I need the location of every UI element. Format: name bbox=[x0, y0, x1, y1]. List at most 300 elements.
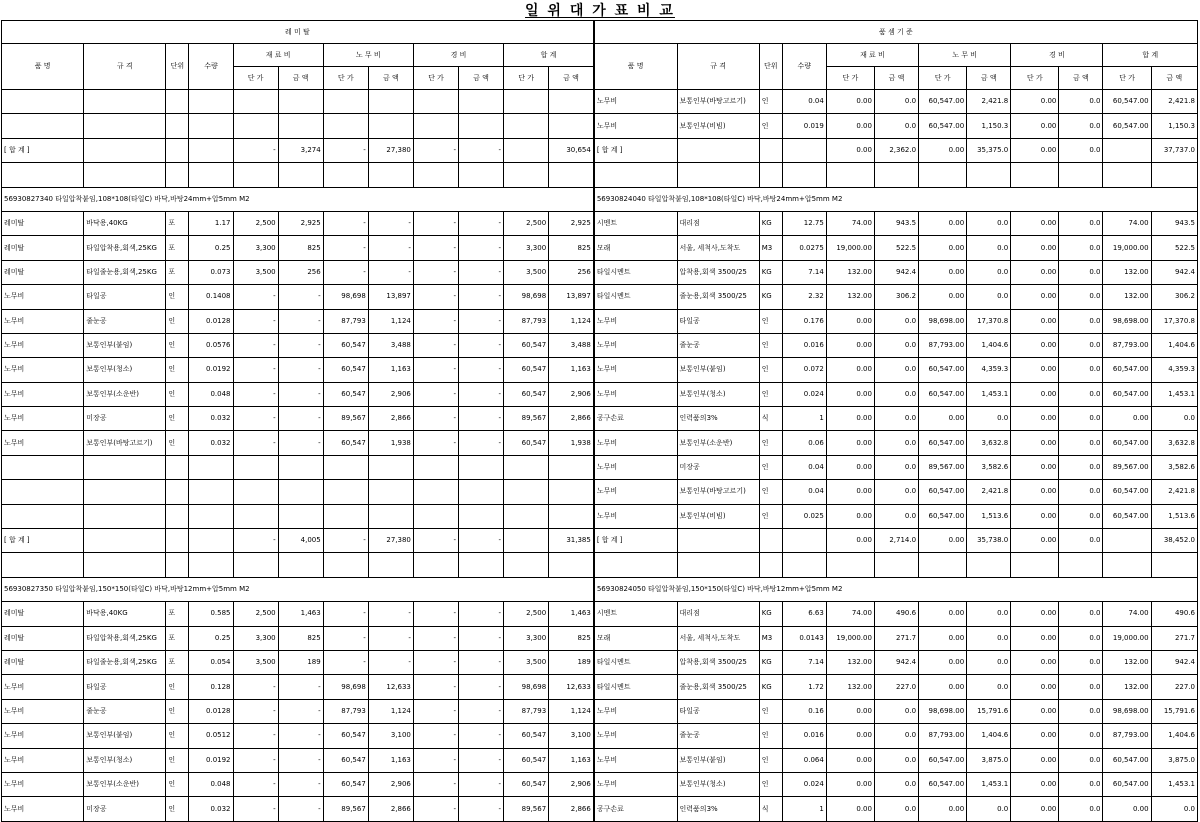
left-expense-amount-cell: - bbox=[458, 285, 503, 309]
left-unit-cell: 인 bbox=[166, 382, 189, 406]
left-qty-cell bbox=[189, 480, 233, 504]
right-unit-cell: M3 bbox=[759, 626, 782, 650]
right-expense-amount-cell: 0.0 bbox=[1059, 260, 1103, 284]
right-expense-unit-price-cell: 0.00 bbox=[1011, 675, 1059, 699]
right-labor-unit-price-cell: 0.00 bbox=[919, 236, 967, 260]
left-spec-cell: 바닥용,40KG bbox=[84, 602, 166, 626]
left-expense-amount-cell: - bbox=[458, 333, 503, 357]
left-spec-cell: 보통인부(붙임) bbox=[84, 724, 166, 748]
left-total-amount-cell: 1,163 bbox=[549, 748, 594, 772]
right-expense-unit-price-cell: 0.00 bbox=[1011, 260, 1059, 284]
left-name-cell: 노무비 bbox=[2, 797, 84, 821]
left-labor-amount-cell bbox=[368, 455, 413, 479]
right-total-unit-price-cell: 60,547.00 bbox=[1103, 748, 1151, 772]
right-spec-cell: 보통인부(바탕고르기) bbox=[677, 480, 759, 504]
left-expense-unit-price-cell: - bbox=[413, 138, 458, 162]
left-unit-cell: 포 bbox=[166, 650, 189, 674]
left-expense-unit-price-cell: - bbox=[413, 382, 458, 406]
left-unit-cell bbox=[166, 455, 189, 479]
left-material-amount-cell bbox=[278, 504, 323, 528]
item-code-row bbox=[2, 187, 1198, 211]
right-material-amount-cell: 2,362.0 bbox=[874, 138, 918, 162]
left-spec-cell: 줄눈공 bbox=[84, 699, 166, 723]
right-name-cell: 노무비 bbox=[594, 480, 677, 504]
left-unit-cell: 인 bbox=[166, 431, 189, 455]
left-unit-cell: 포 bbox=[166, 236, 189, 260]
left-qty-cell: 0.128 bbox=[189, 675, 233, 699]
right-total-amount-cell: 942.4 bbox=[1151, 650, 1197, 674]
right-labor-unit-price-cell: 0.00 bbox=[919, 529, 967, 553]
left-expense-unit-price-cell bbox=[413, 163, 458, 187]
left-labor-amount-cell: 27,380 bbox=[368, 529, 413, 553]
right-total-amount-cell: 2,421.8 bbox=[1151, 90, 1197, 114]
left-name-cell: 노무비 bbox=[2, 699, 84, 723]
left-name-cell: 레미탈 bbox=[2, 602, 84, 626]
left-labor-unit-price-cell: - bbox=[323, 650, 368, 674]
right-material-unit-price-cell: 0.00 bbox=[826, 504, 874, 528]
left-name-cell: 레미탈 bbox=[2, 211, 84, 235]
left-name-cell: 노무비 bbox=[2, 358, 84, 382]
left-qty-cell: 0.032 bbox=[189, 431, 233, 455]
table-row bbox=[2, 138, 1198, 162]
right-spec-cell bbox=[677, 529, 759, 553]
right-total-unit-price-cell: 19,000.00 bbox=[1103, 626, 1151, 650]
right-expense-unit-price-cell: 0.00 bbox=[1011, 358, 1059, 382]
right-name-cell: 노무비 bbox=[594, 699, 677, 723]
right-expense-amount-cell: 0.0 bbox=[1059, 480, 1103, 504]
left-total-amount-cell bbox=[549, 504, 594, 528]
left-qty-cell bbox=[189, 90, 233, 114]
left-labor-unit-price-cell bbox=[323, 455, 368, 479]
right-unit-cell: 인 bbox=[759, 480, 782, 504]
table-row bbox=[2, 407, 1198, 431]
right-total-unit-price-cell: 60,547.00 bbox=[1103, 504, 1151, 528]
left-expense-unit-price-cell: - bbox=[413, 650, 458, 674]
right-name-cell: 타일시멘트 bbox=[594, 260, 677, 284]
table-row bbox=[2, 236, 1198, 260]
right-total-unit-price-cell: 89,567.00 bbox=[1103, 455, 1151, 479]
right-labor-unit-price-cell: 60,547.00 bbox=[919, 504, 967, 528]
left-total-amount-cell bbox=[549, 553, 594, 577]
left-material-unit-price-cell bbox=[233, 163, 278, 187]
table-row bbox=[2, 650, 1198, 674]
left-material-amount-cell: - bbox=[278, 358, 323, 382]
right-qty-cell: 1 bbox=[782, 797, 826, 821]
left-material-amount-cell: - bbox=[278, 407, 323, 431]
right-labor-unit-price-cell: 60,547.00 bbox=[919, 90, 967, 114]
right-labor-amount-cell: 0.0 bbox=[967, 602, 1011, 626]
right-labor-unit-price-cell: 0.00 bbox=[919, 138, 967, 162]
left-labor-amount-cell: - bbox=[368, 236, 413, 260]
left-unit-cell: 인 bbox=[166, 724, 189, 748]
right-expense-amount-cell: 0.0 bbox=[1059, 797, 1103, 821]
header-qty: 수량 bbox=[189, 44, 233, 90]
left-qty-cell: 1.17 bbox=[189, 211, 233, 235]
left-spec-cell bbox=[84, 90, 166, 114]
table-row bbox=[2, 504, 1198, 528]
left-spec-cell bbox=[84, 480, 166, 504]
right-labor-unit-price-cell: 87,793.00 bbox=[919, 333, 967, 357]
right-material-amount-cell: 0.0 bbox=[874, 431, 918, 455]
right-spec-cell: 보통인부(청소) bbox=[677, 772, 759, 796]
left-expense-amount-cell: - bbox=[458, 626, 503, 650]
right-unit-cell bbox=[759, 163, 782, 187]
table-row bbox=[2, 797, 1198, 821]
right-material-amount-cell: 271.7 bbox=[874, 626, 918, 650]
left-spec-cell: 타일압착용,회색,25KG bbox=[84, 626, 166, 650]
right-qty-cell bbox=[782, 138, 826, 162]
left-unit-cell: 인 bbox=[166, 407, 189, 431]
left-unit-cell: 포 bbox=[166, 626, 189, 650]
right-spec-cell: 타일공 bbox=[677, 699, 759, 723]
right-qty-cell: 1.72 bbox=[782, 675, 826, 699]
right-unit-cell: 인 bbox=[759, 382, 782, 406]
left-total-amount-cell: 2,866 bbox=[549, 407, 594, 431]
right-qty-cell: 0.04 bbox=[782, 455, 826, 479]
left-material-unit-price-cell: - bbox=[233, 724, 278, 748]
right-material-unit-price-cell: 0.00 bbox=[826, 724, 874, 748]
left-name-cell: 레미탈 bbox=[2, 260, 84, 284]
right-expense-amount-cell: 0.0 bbox=[1059, 699, 1103, 723]
right-unit-cell: 식 bbox=[759, 407, 782, 431]
left-spec-cell: 타일줄눈용,회색,25KG bbox=[84, 650, 166, 674]
left-material-unit-price-cell bbox=[233, 90, 278, 114]
left-labor-amount-cell bbox=[368, 163, 413, 187]
left-labor-amount-cell: 12,633 bbox=[368, 675, 413, 699]
left-material-amount-cell: 825 bbox=[278, 626, 323, 650]
header-total: 합 계 bbox=[1103, 44, 1198, 67]
table-row bbox=[2, 553, 1198, 577]
right-spec-cell: 보통인부(소운반) bbox=[677, 431, 759, 455]
left-labor-unit-price-cell bbox=[323, 114, 368, 138]
header-unit: 단위 bbox=[759, 44, 782, 90]
left-total-amount-cell: 2,906 bbox=[549, 382, 594, 406]
left-total-unit-price-cell: 87,793 bbox=[504, 699, 549, 723]
right-labor-unit-price-cell: 0.00 bbox=[919, 260, 967, 284]
left-labor-unit-price-cell bbox=[323, 504, 368, 528]
left-total-amount-cell: 30,654 bbox=[549, 138, 594, 162]
right-expense-unit-price-cell: 0.00 bbox=[1011, 480, 1059, 504]
right-labor-unit-price-cell: 60,547.00 bbox=[919, 748, 967, 772]
left-material-unit-price-cell: - bbox=[233, 748, 278, 772]
left-total-unit-price-cell: 3,500 bbox=[504, 260, 549, 284]
header-total: 합 계 bbox=[504, 44, 594, 67]
right-qty-cell: 1 bbox=[782, 407, 826, 431]
right-total-amount-cell: 943.5 bbox=[1151, 211, 1197, 235]
right-expense-unit-price-cell: 0.00 bbox=[1011, 333, 1059, 357]
right-expense-unit-price-cell: 0.00 bbox=[1011, 114, 1059, 138]
right-total-unit-price-cell: 98,698.00 bbox=[1103, 699, 1151, 723]
right-labor-amount-cell: 3,632.8 bbox=[967, 431, 1011, 455]
right-expense-unit-price-cell: 0.00 bbox=[1011, 529, 1059, 553]
right-qty-cell: 7.14 bbox=[782, 260, 826, 284]
page-title: 일 위 대 가 표 비 교 bbox=[525, 3, 675, 19]
right-total-amount-cell: 3,875.0 bbox=[1151, 748, 1197, 772]
right-spec-cell: 줄눈용,회색 3500/25 bbox=[677, 285, 759, 309]
right-spec-cell: 줄눈공 bbox=[677, 333, 759, 357]
left-unit-cell: 인 bbox=[166, 772, 189, 796]
right-qty-cell bbox=[782, 163, 826, 187]
right-material-amount-cell: 0.0 bbox=[874, 333, 918, 357]
right-expense-amount-cell: 0.0 bbox=[1059, 431, 1103, 455]
left-expense-amount-cell bbox=[458, 114, 503, 138]
left-expense-amount-cell bbox=[458, 480, 503, 504]
right-material-unit-price-cell: 132.00 bbox=[826, 285, 874, 309]
left-material-unit-price-cell: 3,500 bbox=[233, 650, 278, 674]
right-total-amount-cell bbox=[1151, 553, 1197, 577]
left-expense-unit-price-cell: - bbox=[413, 358, 458, 382]
left-spec-cell: 줄눈공 bbox=[84, 309, 166, 333]
right-expense-unit-price-cell: 0.00 bbox=[1011, 602, 1059, 626]
left-material-unit-price-cell bbox=[233, 455, 278, 479]
left-total-unit-price-cell bbox=[504, 138, 549, 162]
header-unit-price: 단 가 bbox=[1103, 67, 1151, 90]
left-labor-unit-price-cell: 87,793 bbox=[323, 699, 368, 723]
left-total-unit-price-cell bbox=[504, 504, 549, 528]
table-row bbox=[2, 309, 1198, 333]
right-expense-amount-cell: 0.0 bbox=[1059, 358, 1103, 382]
right-material-amount-cell: 0.0 bbox=[874, 90, 918, 114]
left-labor-amount-cell bbox=[368, 480, 413, 504]
left-material-unit-price-cell: - bbox=[233, 309, 278, 333]
left-total-unit-price-cell bbox=[504, 529, 549, 553]
right-labor-amount-cell: 17,370.8 bbox=[967, 309, 1011, 333]
right-expense-amount-cell: 0.0 bbox=[1059, 529, 1103, 553]
left-labor-amount-cell bbox=[368, 504, 413, 528]
right-name-cell: 모래 bbox=[594, 236, 677, 260]
left-labor-unit-price-cell: 60,547 bbox=[323, 772, 368, 796]
right-expense-amount-cell: 0.0 bbox=[1059, 309, 1103, 333]
left-spec-cell bbox=[84, 163, 166, 187]
right-qty-cell: 0.06 bbox=[782, 431, 826, 455]
right-labor-amount-cell: 1,404.6 bbox=[967, 724, 1011, 748]
right-qty-cell: 6.63 bbox=[782, 602, 826, 626]
right-labor-amount-cell bbox=[967, 553, 1011, 577]
left-name-cell: 노무비 bbox=[2, 724, 84, 748]
right-material-amount-cell: 522.5 bbox=[874, 236, 918, 260]
right-qty-cell: 2.32 bbox=[782, 285, 826, 309]
left-spec-cell: 타일공 bbox=[84, 285, 166, 309]
left-unit-cell: 인 bbox=[166, 285, 189, 309]
left-unit-cell bbox=[166, 480, 189, 504]
left-expense-unit-price-cell: - bbox=[413, 699, 458, 723]
right-labor-amount-cell: 3,875.0 bbox=[967, 748, 1011, 772]
left-material-amount-cell: - bbox=[278, 797, 323, 821]
left-total-amount-cell bbox=[549, 480, 594, 504]
right-expense-unit-price-cell: 0.00 bbox=[1011, 797, 1059, 821]
left-total-amount-cell: 12,633 bbox=[549, 675, 594, 699]
left-material-amount-cell bbox=[278, 553, 323, 577]
left-material-amount-cell: - bbox=[278, 285, 323, 309]
left-labor-unit-price-cell: 60,547 bbox=[323, 358, 368, 382]
left-spec-cell: 보통인부(청소) bbox=[84, 358, 166, 382]
left-expense-unit-price-cell: - bbox=[413, 797, 458, 821]
left-labor-amount-cell: 1,163 bbox=[368, 748, 413, 772]
left-name-cell: [ 합 계 ] bbox=[2, 529, 84, 553]
left-labor-amount-cell: 1,124 bbox=[368, 699, 413, 723]
right-name-cell: 노무비 bbox=[594, 724, 677, 748]
left-name-cell: 레미탈 bbox=[2, 626, 84, 650]
right-qty-cell: 0.176 bbox=[782, 309, 826, 333]
left-total-amount-cell: 189 bbox=[549, 650, 594, 674]
right-total-unit-price-cell: 132.00 bbox=[1103, 260, 1151, 284]
left-total-unit-price-cell: 60,547 bbox=[504, 724, 549, 748]
right-unit-cell: 인 bbox=[759, 455, 782, 479]
right-labor-unit-price-cell: 0.00 bbox=[919, 407, 967, 431]
left-material-unit-price-cell: 2,500 bbox=[233, 602, 278, 626]
left-total-amount-cell bbox=[549, 455, 594, 479]
right-labor-amount-cell bbox=[967, 163, 1011, 187]
left-material-amount-cell bbox=[278, 480, 323, 504]
right-labor-amount-cell: 0.0 bbox=[967, 260, 1011, 284]
right-name-cell: 타일시멘트 bbox=[594, 285, 677, 309]
left-material-unit-price-cell: - bbox=[233, 358, 278, 382]
right-unit-cell bbox=[759, 529, 782, 553]
right-name-cell: [ 합 계 ] bbox=[594, 529, 677, 553]
left-labor-amount-cell: 2,866 bbox=[368, 407, 413, 431]
left-expense-amount-cell bbox=[458, 90, 503, 114]
right-material-unit-price-cell: 0.00 bbox=[826, 90, 874, 114]
left-total-amount-cell: 2,925 bbox=[549, 211, 594, 235]
right-name-cell: 모래 bbox=[594, 626, 677, 650]
right-total-unit-price-cell: 60,547.00 bbox=[1103, 480, 1151, 504]
right-labor-unit-price-cell: 60,547.00 bbox=[919, 431, 967, 455]
table-row bbox=[2, 211, 1198, 235]
table-row bbox=[2, 163, 1198, 187]
right-material-unit-price-cell: 19,000.00 bbox=[826, 626, 874, 650]
right-spec-cell bbox=[677, 138, 759, 162]
right-qty-cell: 0.016 bbox=[782, 724, 826, 748]
right-expense-amount-cell: 0.0 bbox=[1059, 211, 1103, 235]
left-total-amount-cell: 13,897 bbox=[549, 285, 594, 309]
right-name-cell: 노무비 bbox=[594, 114, 677, 138]
left-labor-unit-price-cell: - bbox=[323, 211, 368, 235]
left-total-amount-cell: 1,124 bbox=[549, 309, 594, 333]
right-qty-cell: 0.016 bbox=[782, 333, 826, 357]
right-expense-amount-cell: 0.0 bbox=[1059, 407, 1103, 431]
right-material-amount-cell bbox=[874, 163, 918, 187]
table-row bbox=[2, 114, 1198, 138]
left-material-unit-price-cell: 3,300 bbox=[233, 626, 278, 650]
right-material-amount-cell: 0.0 bbox=[874, 455, 918, 479]
right-total-amount-cell: 3,582.6 bbox=[1151, 455, 1197, 479]
right-unit-cell: 인 bbox=[759, 748, 782, 772]
right-material-unit-price-cell: 0.00 bbox=[826, 309, 874, 333]
left-name-cell: 노무비 bbox=[2, 772, 84, 796]
left-total-unit-price-cell: 60,547 bbox=[504, 431, 549, 455]
right-expense-amount-cell: 0.0 bbox=[1059, 626, 1103, 650]
right-labor-unit-price-cell: 0.00 bbox=[919, 675, 967, 699]
header-unit-price: 단 가 bbox=[413, 67, 458, 90]
right-total-amount-cell: 17,370.8 bbox=[1151, 309, 1197, 333]
left-expense-amount-cell: - bbox=[458, 431, 503, 455]
right-labor-amount-cell: 1,453.1 bbox=[967, 382, 1011, 406]
left-labor-unit-price-cell: - bbox=[323, 236, 368, 260]
right-name-cell: 노무비 bbox=[594, 748, 677, 772]
left-total-unit-price-cell: 89,567 bbox=[504, 797, 549, 821]
right-labor-amount-cell: 35,375.0 bbox=[967, 138, 1011, 162]
left-expense-amount-cell: - bbox=[458, 602, 503, 626]
right-labor-unit-price-cell: 98,698.00 bbox=[919, 699, 967, 723]
left-qty-cell: 0.0192 bbox=[189, 748, 233, 772]
right-expense-unit-price-cell: 0.00 bbox=[1011, 382, 1059, 406]
left-total-amount-cell: 31,385 bbox=[549, 529, 594, 553]
left-expense-unit-price-cell: - bbox=[413, 724, 458, 748]
right-total-unit-price-cell: 19,000.00 bbox=[1103, 236, 1151, 260]
left-labor-unit-price-cell: - bbox=[323, 138, 368, 162]
right-labor-unit-price-cell: 0.00 bbox=[919, 285, 967, 309]
header-labor: 노 무 비 bbox=[919, 44, 1011, 67]
left-labor-unit-price-cell: - bbox=[323, 626, 368, 650]
right-expense-amount-cell: 0.0 bbox=[1059, 382, 1103, 406]
left-unit-cell: 인 bbox=[166, 675, 189, 699]
right-expense-amount-cell bbox=[1059, 553, 1103, 577]
item-code-row bbox=[2, 577, 1198, 601]
right-unit-cell: 인 bbox=[759, 724, 782, 748]
right-material-unit-price-cell bbox=[826, 553, 874, 577]
right-qty-cell: 0.0143 bbox=[782, 626, 826, 650]
left-labor-unit-price-cell: 60,547 bbox=[323, 431, 368, 455]
left-spec-cell: 타일공 bbox=[84, 675, 166, 699]
left-unit-cell: 포 bbox=[166, 211, 189, 235]
right-spec-cell: 서울, 세척사,도착도 bbox=[677, 236, 759, 260]
right-expense-unit-price-cell: 0.00 bbox=[1011, 211, 1059, 235]
left-name-cell bbox=[2, 480, 84, 504]
right-expense-amount-cell bbox=[1059, 163, 1103, 187]
left-spec-cell: 미장공 bbox=[84, 797, 166, 821]
left-unit-cell: 인 bbox=[166, 333, 189, 357]
left-total-unit-price-cell bbox=[504, 163, 549, 187]
header-unit-price: 단 가 bbox=[233, 67, 278, 90]
right-material-amount-cell: 306.2 bbox=[874, 285, 918, 309]
right-material-amount-cell: 490.6 bbox=[874, 602, 918, 626]
right-name-cell: 노무비 bbox=[594, 358, 677, 382]
table-row bbox=[2, 455, 1198, 479]
table-row bbox=[2, 90, 1198, 114]
left-material-unit-price-cell: - bbox=[233, 333, 278, 357]
right-total-unit-price-cell bbox=[1103, 553, 1151, 577]
right-total-amount-cell: 37,737.0 bbox=[1151, 138, 1197, 162]
left-expense-unit-price-cell: - bbox=[413, 675, 458, 699]
header-unit-price: 단 가 bbox=[504, 67, 549, 90]
left-expense-unit-price-cell: - bbox=[413, 211, 458, 235]
right-material-unit-price-cell: 0.00 bbox=[826, 748, 874, 772]
comparison-table bbox=[1, 20, 1198, 822]
table-row bbox=[2, 529, 1198, 553]
right-material-unit-price-cell: 0.00 bbox=[826, 772, 874, 796]
right-labor-amount-cell: 2,421.8 bbox=[967, 480, 1011, 504]
right-unit-cell bbox=[759, 138, 782, 162]
left-expense-amount-cell: - bbox=[458, 382, 503, 406]
header-amount: 금 액 bbox=[874, 67, 918, 90]
right-expense-unit-price-cell: 0.00 bbox=[1011, 309, 1059, 333]
right-name-cell: 공구손료 bbox=[594, 797, 677, 821]
right-total-unit-price-cell: 0.00 bbox=[1103, 407, 1151, 431]
right-expense-unit-price-cell: 0.00 bbox=[1011, 407, 1059, 431]
left-unit-cell: 포 bbox=[166, 602, 189, 626]
left-expense-amount-cell: - bbox=[458, 309, 503, 333]
left-labor-unit-price-cell: - bbox=[323, 260, 368, 284]
left-expense-unit-price-cell: - bbox=[413, 236, 458, 260]
left-expense-unit-price-cell: - bbox=[413, 748, 458, 772]
left-labor-unit-price-cell bbox=[323, 553, 368, 577]
right-material-unit-price-cell: 0.00 bbox=[826, 455, 874, 479]
right-qty-cell: 0.024 bbox=[782, 772, 826, 796]
left-unit-cell bbox=[166, 138, 189, 162]
right-total-unit-price-cell: 132.00 bbox=[1103, 675, 1151, 699]
right-labor-unit-price-cell: 60,547.00 bbox=[919, 480, 967, 504]
left-material-unit-price-cell bbox=[233, 114, 278, 138]
